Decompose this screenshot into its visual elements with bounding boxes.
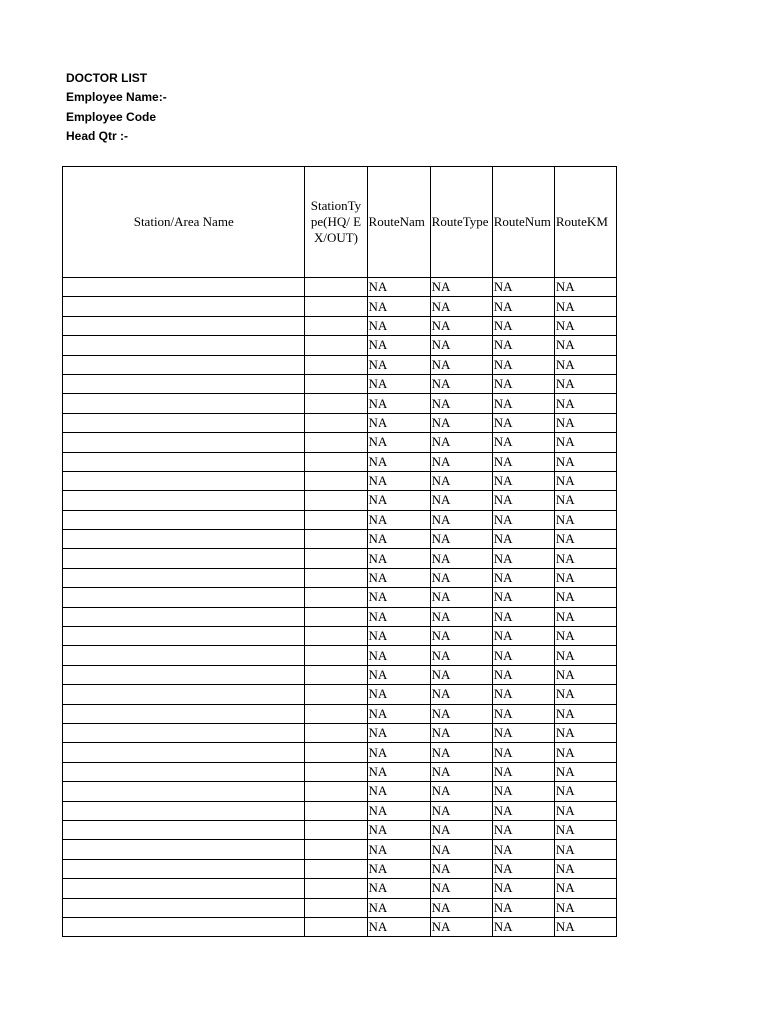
route-num-cell: NA [492,801,554,820]
table-row [63,394,617,413]
route-km-cell: NA [554,588,616,607]
route-num-cell: NA [492,491,554,510]
route-type-cell: NA [430,627,492,646]
route-num-cell: NA [492,394,554,413]
station-type-cell [305,316,367,335]
table-row [63,374,617,393]
table-row [63,336,617,355]
route-name-cell: NA [367,452,430,471]
route-name-cell: NA [367,801,430,820]
route-type-cell: NA [430,879,492,898]
table-row [63,316,617,335]
employee-name-label: Employee Name:- [66,90,167,105]
route-type-cell: NA [430,394,492,413]
station-type-cell [305,278,367,297]
table-row [63,898,617,917]
route-num-cell: NA [492,530,554,549]
route-km-cell: NA [554,355,616,374]
station-area-name-cell [63,801,305,820]
route-type-cell: NA [430,743,492,762]
route-name-cell: NA [367,665,430,684]
station-type-cell [305,297,367,316]
table-body [63,278,617,937]
route-type-cell: NA [430,530,492,549]
station-area-name-cell [63,685,305,704]
route-num-cell: NA [492,723,554,742]
route-type-cell: NA [430,549,492,568]
station-area-name-cell [63,297,305,316]
route-name-cell: NA [367,374,430,393]
route-type-cell: NA [430,452,492,471]
station-type-cell [305,374,367,393]
route-type-cell: NA [430,297,492,316]
route-type-cell: NA [430,413,492,432]
doctor-list-table-container [62,166,617,937]
table-row [63,297,617,316]
station-area-name-cell [63,762,305,781]
station-area-name-cell [63,588,305,607]
route-num-cell: NA [492,355,554,374]
route-type-cell: NA [430,355,492,374]
route-km-cell: NA [554,704,616,723]
route-num-cell: NA [492,549,554,568]
station-area-name-cell [63,820,305,839]
route-km-cell: NA [554,898,616,917]
route-km-cell: NA [554,859,616,878]
table-row [63,879,617,898]
route-type-cell: NA [430,723,492,742]
route-km-cell: NA [554,433,616,452]
route-type-cell: NA [430,607,492,626]
route-km-cell: NA [554,316,616,335]
table-row [63,491,617,510]
table-row [63,530,617,549]
route-num-cell: NA [492,879,554,898]
station-area-name-cell [63,355,305,374]
route-num-cell: NA [492,859,554,878]
route-num-cell: NA [492,762,554,781]
route-name-cell: NA [367,840,430,859]
route-name-cell: NA [367,355,430,374]
route-name-cell: NA [367,510,430,529]
station-area-name-cell [63,723,305,742]
doctor-list-table [62,166,617,937]
table-row [63,840,617,859]
route-km-cell: NA [554,394,616,413]
route-num-cell: NA [492,336,554,355]
route-km-cell: NA [554,374,616,393]
route-type-cell: NA [430,646,492,665]
route-name-cell: NA [367,568,430,587]
route-km-cell: NA [554,820,616,839]
station-area-name-cell [63,607,305,626]
route-num-cell: NA [492,627,554,646]
route-km-cell: NA [554,549,616,568]
route-num-cell: NA [492,374,554,393]
route-name-cell: NA [367,782,430,801]
route-km-cell: NA [554,530,616,549]
station-area-name-cell [63,704,305,723]
route-type-cell: NA [430,801,492,820]
route-name-cell: NA [367,820,430,839]
col-header-route-name: RouteNam [367,167,430,278]
route-num-cell: NA [492,316,554,335]
col-header-station-type: StationTy pe(HQ/ EX/OUT) [305,167,367,278]
table-row [63,665,617,684]
route-type-cell: NA [430,491,492,510]
station-type-cell [305,879,367,898]
route-km-cell: NA [554,568,616,587]
route-km-cell: NA [554,840,616,859]
route-name-cell: NA [367,704,430,723]
route-type-cell: NA [430,336,492,355]
route-type-cell: NA [430,917,492,936]
station-area-name-cell [63,917,305,936]
route-num-cell: NA [492,568,554,587]
station-type-cell [305,568,367,587]
station-type-cell [305,627,367,646]
route-km-cell: NA [554,452,616,471]
route-name-cell: NA [367,394,430,413]
route-type-cell: NA [430,782,492,801]
table-row [63,413,617,432]
table-row [63,627,617,646]
route-km-cell: NA [554,685,616,704]
station-type-cell [305,510,367,529]
route-type-cell: NA [430,316,492,335]
table-row [63,588,617,607]
station-area-name-cell [63,665,305,684]
route-km-cell: NA [554,723,616,742]
station-type-cell [305,646,367,665]
route-km-cell: NA [554,413,616,432]
station-type-cell [305,530,367,549]
station-area-name-cell [63,530,305,549]
table-row [63,782,617,801]
station-type-cell [305,433,367,452]
route-num-cell: NA [492,743,554,762]
table-row [63,646,617,665]
table-row [63,723,617,742]
route-km-cell: NA [554,646,616,665]
station-type-cell [305,782,367,801]
route-km-cell: NA [554,297,616,316]
route-type-cell: NA [430,898,492,917]
route-km-cell: NA [554,801,616,820]
head-qtr-label: Head Qtr :- [66,128,129,143]
station-area-name-cell [63,278,305,297]
route-km-cell: NA [554,278,616,297]
route-type-cell: NA [430,568,492,587]
station-area-name-cell [63,879,305,898]
col-header-route-num: RouteNum [492,167,554,278]
station-type-cell [305,762,367,781]
station-type-cell [305,801,367,820]
route-name-cell: NA [367,879,430,898]
table-row [63,762,617,781]
route-name-cell: NA [367,898,430,917]
station-area-name-cell [63,646,305,665]
route-num-cell: NA [492,588,554,607]
route-num-cell: NA [492,413,554,432]
route-num-cell: NA [492,278,554,297]
route-type-cell: NA [430,433,492,452]
route-num-cell: NA [492,510,554,529]
station-area-name-cell [63,452,305,471]
station-area-name-cell [63,336,305,355]
station-type-cell [305,413,367,432]
route-name-cell: NA [367,685,430,704]
route-num-cell: NA [492,297,554,316]
route-name-cell: NA [367,627,430,646]
table-row [63,743,617,762]
route-name-cell: NA [367,917,430,936]
station-area-name-cell [63,743,305,762]
table-row [63,278,617,297]
station-type-cell [305,471,367,490]
table-row [63,549,617,568]
station-area-name-cell [63,549,305,568]
route-name-cell: NA [367,530,430,549]
route-name-cell: NA [367,413,430,432]
route-type-cell: NA [430,471,492,490]
table-row [63,607,617,626]
table-row [63,801,617,820]
route-name-cell: NA [367,471,430,490]
route-type-cell: NA [430,762,492,781]
route-type-cell: NA [430,510,492,529]
station-area-name-cell [63,394,305,413]
route-num-cell: NA [492,917,554,936]
table-row [63,355,617,374]
table-row [63,685,617,704]
route-km-cell: NA [554,762,616,781]
table-row [63,452,617,471]
station-type-cell [305,917,367,936]
station-type-cell [305,355,367,374]
station-type-cell [305,704,367,723]
table-row [63,859,617,878]
station-type-cell [305,607,367,626]
route-type-cell: NA [430,704,492,723]
station-type-cell [305,491,367,510]
table-row [63,471,617,490]
route-type-cell: NA [430,665,492,684]
col-header-route-type: RouteType [430,167,492,278]
route-num-cell: NA [492,607,554,626]
route-num-cell: NA [492,646,554,665]
route-num-cell: NA [492,433,554,452]
route-type-cell: NA [430,278,492,297]
route-num-cell: NA [492,840,554,859]
station-area-name-cell [63,491,305,510]
route-name-cell: NA [367,278,430,297]
route-name-cell: NA [367,859,430,878]
route-num-cell: NA [492,685,554,704]
station-type-cell [305,743,367,762]
station-type-cell [305,588,367,607]
route-type-cell: NA [430,588,492,607]
station-type-cell [305,665,367,684]
station-type-cell [305,723,367,742]
route-num-cell: NA [492,665,554,684]
route-name-cell: NA [367,762,430,781]
route-type-cell: NA [430,374,492,393]
route-name-cell: NA [367,336,430,355]
route-num-cell: NA [492,898,554,917]
route-name-cell: NA [367,316,430,335]
table-row [63,568,617,587]
route-name-cell: NA [367,646,430,665]
route-km-cell: NA [554,879,616,898]
station-type-cell [305,685,367,704]
route-name-cell: NA [367,491,430,510]
table-row [63,820,617,839]
station-type-cell [305,840,367,859]
route-name-cell: NA [367,607,430,626]
station-type-cell [305,394,367,413]
route-km-cell: NA [554,743,616,762]
route-km-cell: NA [554,782,616,801]
station-area-name-cell [63,316,305,335]
station-area-name-cell [63,471,305,490]
table-header-row [63,167,617,278]
station-area-name-cell [63,413,305,432]
table-row [63,917,617,936]
route-km-cell: NA [554,471,616,490]
station-type-cell [305,549,367,568]
route-num-cell: NA [492,782,554,801]
route-km-cell: NA [554,917,616,936]
table-row [63,510,617,529]
route-km-cell: NA [554,510,616,529]
route-type-cell: NA [430,685,492,704]
station-area-name-cell [63,510,305,529]
route-km-cell: NA [554,491,616,510]
route-num-cell: NA [492,452,554,471]
route-name-cell: NA [367,297,430,316]
route-km-cell: NA [554,336,616,355]
route-km-cell: NA [554,607,616,626]
employee-code-label: Employee Code [66,109,157,124]
route-type-cell: NA [430,840,492,859]
station-area-name-cell [63,627,305,646]
route-name-cell: NA [367,723,430,742]
station-area-name-cell [63,782,305,801]
station-area-name-cell [63,433,305,452]
doc-title: DOCTOR LIST [66,71,148,85]
route-num-cell: NA [492,820,554,839]
station-area-name-cell [63,374,305,393]
route-km-cell: NA [554,627,616,646]
route-km-cell: NA [554,665,616,684]
station-type-cell [305,859,367,878]
document-header [66,69,167,146]
table-row [63,704,617,723]
route-name-cell: NA [367,743,430,762]
col-header-route-km: RouteKM [554,167,616,278]
route-type-cell: NA [430,820,492,839]
route-name-cell: NA [367,433,430,452]
route-type-cell: NA [430,859,492,878]
station-type-cell [305,452,367,471]
station-type-cell [305,898,367,917]
route-name-cell: NA [367,549,430,568]
col-header-station-area-name: Station/Area Name [63,167,305,278]
station-type-cell [305,336,367,355]
station-area-name-cell [63,840,305,859]
route-num-cell: NA [492,471,554,490]
route-name-cell: NA [367,588,430,607]
station-type-cell [305,820,367,839]
route-num-cell: NA [492,704,554,723]
station-area-name-cell [63,568,305,587]
station-area-name-cell [63,898,305,917]
station-area-name-cell [63,859,305,878]
table-row [63,433,617,452]
